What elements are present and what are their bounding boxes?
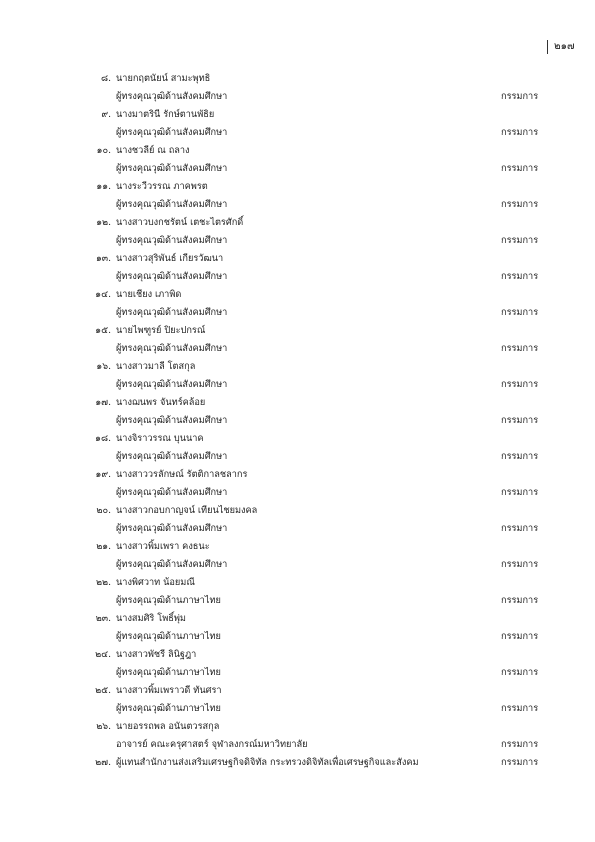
committee-member bbox=[0, 358, 595, 394]
member-role: กรรมการ bbox=[501, 127, 539, 138]
committee-member bbox=[0, 214, 595, 250]
committee-member bbox=[0, 394, 595, 430]
member-number: ๒๖. bbox=[96, 721, 111, 732]
member-name: นางสาวพัชรี ลินิฐฎา bbox=[116, 649, 197, 660]
member-number: ๒๑. bbox=[96, 541, 111, 552]
member-name: นางสาวพิ้มเพรา คงธนะ bbox=[116, 541, 210, 552]
member-name: นางพิศวาท น้อยมณี bbox=[116, 577, 195, 588]
member-name: นางชวลีย์ ณ ถลาง bbox=[116, 145, 190, 156]
member-number: ๑๖. bbox=[96, 361, 111, 372]
committee-member bbox=[0, 538, 595, 574]
member-qualification: ผู้ทรงคุณวุฒิด้านสังคมศึกษา bbox=[116, 451, 228, 462]
member-role: กรรมการ bbox=[501, 163, 539, 174]
committee-member bbox=[0, 502, 595, 538]
member-name-row bbox=[0, 178, 595, 196]
member-qualification-row bbox=[0, 232, 595, 250]
member-role: กรรมการ bbox=[501, 271, 539, 282]
member-qualification-row bbox=[0, 664, 595, 682]
member-name: นางสาวบงกชรัตน์ เตชะไตรศักดิ์ bbox=[116, 217, 244, 228]
member-qualification: ผู้ทรงคุณวุฒิด้านสังคมศึกษา bbox=[116, 163, 228, 174]
member-name-row bbox=[0, 322, 595, 340]
member-qualification: ผู้ทรงคุณวุฒิด้านสังคมศึกษา bbox=[116, 271, 228, 282]
member-qualification-row bbox=[0, 700, 595, 718]
member-name-row bbox=[0, 394, 595, 412]
member-role: กรรมการ bbox=[501, 199, 539, 210]
member-qualification: ผู้ทรงคุณวุฒิด้านสังคมศึกษา bbox=[116, 559, 228, 570]
member-qualification: ผู้ทรงคุณวุฒิด้านสังคมศึกษา bbox=[116, 307, 228, 318]
member-qualification-row bbox=[0, 736, 595, 754]
member-name: นางมาตรินี รักษ์ตานพัธิย bbox=[116, 109, 215, 120]
member-qualification-row bbox=[0, 340, 595, 358]
member-role: กรรมการ bbox=[501, 379, 539, 390]
committee-member bbox=[0, 286, 595, 322]
member-qualification-row bbox=[0, 124, 595, 142]
member-role: กรรมการ bbox=[501, 703, 539, 714]
member-name: นางสาวมาลี โตสกุล bbox=[116, 361, 196, 372]
member-number: ๑๗. bbox=[95, 397, 111, 408]
committee-member bbox=[0, 322, 595, 358]
member-role: กรรมการ bbox=[501, 757, 539, 768]
member-qualification: ผู้ทรงคุณวุฒิด้านสังคมศึกษา bbox=[116, 415, 228, 426]
member-number: ๒๗. bbox=[95, 757, 111, 768]
member-role: กรรมการ bbox=[501, 415, 539, 426]
member-name: ผู้แทนสำนักงานส่งเสริมเศรษฐกิจดิจิทัล กระทรวงดิจิทัลเพื่อเศรษฐกิจและสังคม bbox=[116, 757, 419, 768]
member-name-row bbox=[0, 106, 595, 124]
member-name: นางสาววรลักษณ์ รัตติกาลชลากร bbox=[116, 469, 248, 480]
member-number: ๒๐. bbox=[96, 505, 111, 516]
member-role: กรรมการ bbox=[501, 667, 539, 678]
member-number: ๑๕. bbox=[95, 325, 111, 336]
member-qualification-row bbox=[0, 628, 595, 646]
member-number: ๑๑. bbox=[96, 181, 111, 192]
member-name-row bbox=[0, 430, 595, 448]
member-role: กรรมการ bbox=[501, 487, 539, 498]
committee-member bbox=[0, 142, 595, 178]
member-qualification-row bbox=[0, 196, 595, 214]
member-number: ๙. bbox=[101, 109, 111, 120]
member-name: นางสาวกอบกาญจน์ เทียนไชยมงคล bbox=[116, 505, 258, 516]
member-name-row bbox=[0, 682, 595, 700]
member-qualification: ผู้ทรงคุณวุฒิด้านสังคมศึกษา bbox=[116, 235, 228, 246]
member-name: นางฌนพร จันทร์คล้อย bbox=[116, 397, 206, 408]
member-role: กรรมการ bbox=[501, 451, 539, 462]
member-qualification: ผู้ทรงคุณวุฒิด้านภาษาไทย bbox=[116, 667, 221, 678]
member-role: กรรมการ bbox=[501, 631, 539, 642]
committee-member bbox=[0, 682, 595, 718]
member-qualification: ผู้ทรงคุณวุฒิด้านสังคมศึกษา bbox=[116, 487, 228, 498]
member-name: นายกฤตนัยน์ สามะพุทธิ bbox=[116, 73, 211, 84]
member-name-row bbox=[0, 646, 595, 664]
member-number: ๑๒. bbox=[96, 217, 111, 228]
member-name-row bbox=[0, 466, 595, 484]
member-qualification-row bbox=[0, 268, 595, 286]
member-number: ๒๔. bbox=[95, 649, 111, 660]
member-name-row bbox=[0, 754, 595, 772]
committee-member bbox=[0, 106, 595, 142]
member-role: กรรมการ bbox=[501, 595, 539, 606]
member-name-row bbox=[0, 286, 595, 304]
member-qualification: ผู้ทรงคุณวุฒิด้านสังคมศึกษา bbox=[116, 199, 228, 210]
page-number: ๒๑๗ bbox=[547, 40, 574, 54]
member-qualification-row bbox=[0, 520, 595, 538]
member-qualification-row bbox=[0, 412, 595, 430]
member-number: ๑๘. bbox=[95, 433, 111, 444]
member-qualification: ผู้ทรงคุณวุฒิด้านภาษาไทย bbox=[116, 595, 221, 606]
member-name-row bbox=[0, 502, 595, 520]
member-role: กรรมการ bbox=[501, 235, 539, 246]
member-role: กรรมการ bbox=[501, 343, 539, 354]
committee-member bbox=[0, 70, 595, 106]
committee-list bbox=[0, 70, 595, 790]
member-qualification-row bbox=[0, 88, 595, 106]
member-qualification: อาจารย์ คณะครุศาสตร์ จุฬาลงกรณ์มหาวิทยาลัย bbox=[116, 739, 308, 750]
member-name-row bbox=[0, 610, 595, 628]
member-qualification-row bbox=[0, 556, 595, 574]
committee-member bbox=[0, 250, 595, 286]
member-qualification-row bbox=[0, 484, 595, 502]
member-number: ๒๓. bbox=[95, 613, 111, 624]
committee-member bbox=[0, 466, 595, 502]
member-name-row bbox=[0, 70, 595, 88]
member-name-row bbox=[0, 142, 595, 160]
committee-member bbox=[0, 430, 595, 466]
member-role: กรรมการ bbox=[501, 307, 539, 318]
member-qualification: ผู้ทรงคุณวุฒิด้านภาษาไทย bbox=[116, 631, 221, 642]
member-name: นางระวีวรรณ ภาคพรต bbox=[116, 181, 208, 192]
member-name: นางสมศิริ โพธิ์พุ่ม bbox=[116, 613, 186, 624]
member-name: นายอรรถพล อนันตวรสกุล bbox=[116, 721, 220, 732]
committee-member bbox=[0, 754, 595, 790]
member-role: กรรมการ bbox=[501, 523, 539, 534]
committee-member bbox=[0, 574, 595, 610]
member-name: นางสาวสุริพันธ์ เกียรวัฒนา bbox=[116, 253, 224, 264]
member-number: ๒๒. bbox=[95, 577, 111, 588]
member-number: ๒๕. bbox=[95, 685, 111, 696]
member-qualification-row bbox=[0, 448, 595, 466]
member-qualification: ผู้ทรงคุณวุฒิด้านสังคมศึกษา bbox=[116, 379, 228, 390]
member-qualification: ผู้ทรงคุณวุฒิด้านภาษาไทย bbox=[116, 703, 221, 714]
member-role: กรรมการ bbox=[501, 559, 539, 570]
member-name: นางสาวพิ้มเพราวดี ทันศรา bbox=[116, 685, 222, 696]
committee-member bbox=[0, 178, 595, 214]
committee-member bbox=[0, 646, 595, 682]
member-name-row bbox=[0, 214, 595, 232]
member-qualification: ผู้ทรงคุณวุฒิด้านสังคมศึกษา bbox=[116, 343, 228, 354]
member-number: ๑๔. bbox=[95, 289, 111, 300]
member-name: นายเชียง เภาพิด bbox=[116, 289, 182, 300]
member-qualification-row bbox=[0, 592, 595, 610]
member-number: ๑๓. bbox=[95, 253, 111, 264]
member-name-row bbox=[0, 250, 595, 268]
member-qualification-row bbox=[0, 376, 595, 394]
member-number: ๑๙. bbox=[95, 469, 111, 480]
committee-member bbox=[0, 718, 595, 754]
member-qualification-row bbox=[0, 160, 595, 178]
member-role: กรรมการ bbox=[501, 91, 539, 102]
member-name: นางจิราวรรณ บุนนาค bbox=[116, 433, 204, 444]
member-name-row bbox=[0, 718, 595, 736]
member-qualification: ผู้ทรงคุณวุฒิด้านสังคมศึกษา bbox=[116, 127, 228, 138]
member-qualification: ผู้ทรงคุณวุฒิด้านสังคมศึกษา bbox=[116, 523, 228, 534]
member-name-row bbox=[0, 538, 595, 556]
committee-member bbox=[0, 610, 595, 646]
member-name-row bbox=[0, 358, 595, 376]
member-name: นายไพฑูรย์ ปิยะปกรณ์ bbox=[116, 325, 206, 336]
member-qualification-row bbox=[0, 304, 595, 322]
member-qualification: ผู้ทรงคุณวุฒิด้านสังคมศึกษา bbox=[116, 91, 228, 102]
member-number: ๘. bbox=[100, 73, 111, 84]
member-role: กรรมการ bbox=[501, 739, 539, 750]
member-number: ๑๐. bbox=[96, 145, 111, 156]
member-name-row bbox=[0, 574, 595, 592]
